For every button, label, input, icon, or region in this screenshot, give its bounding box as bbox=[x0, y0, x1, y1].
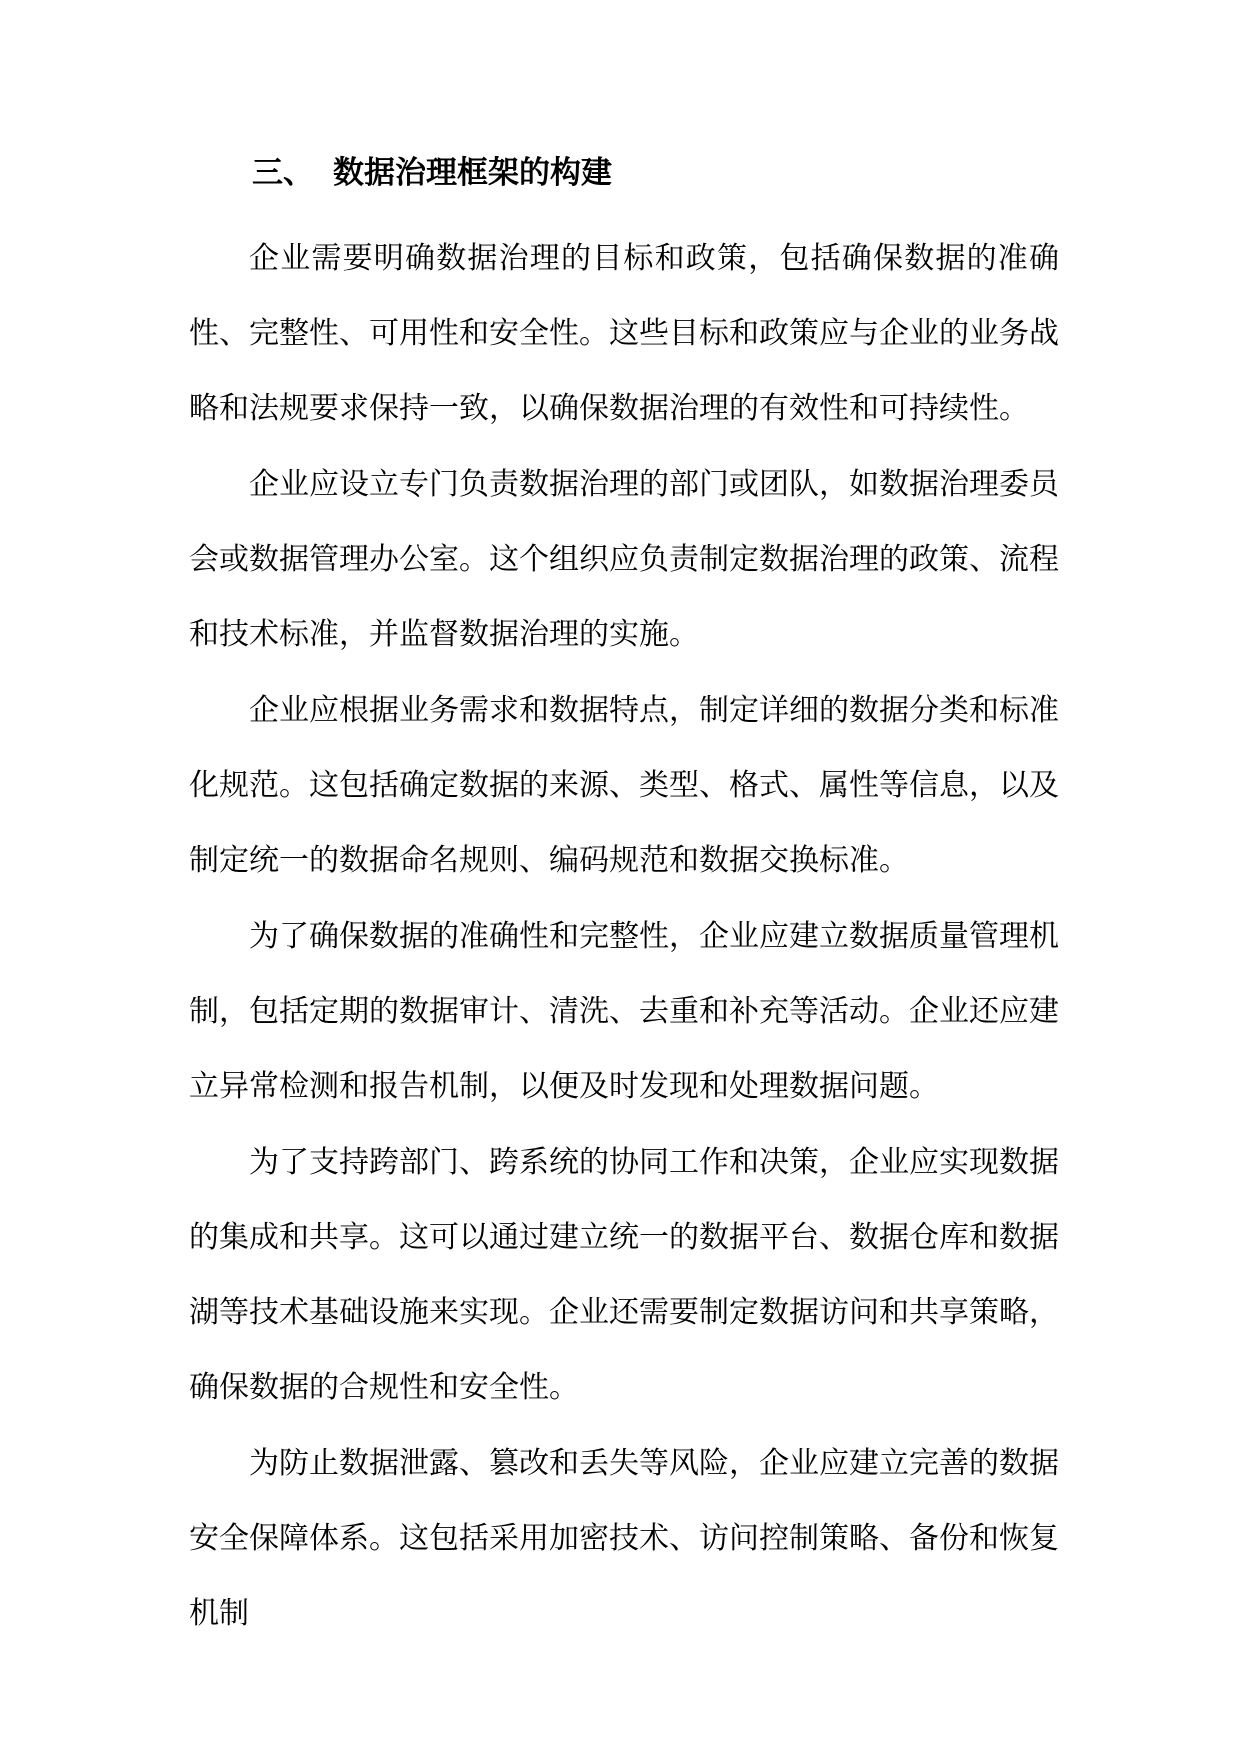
body-paragraph: 企业应根据业务需求和数据特点，制定详细的数据分类和标准化规范。这包括确定数据的来源、类型、格式、属性等信息，以及制定统一的数据命名规则、编码规范和数据交换标准。 bbox=[189, 693, 1059, 878]
section-heading bbox=[252, 153, 612, 193]
body-paragraph: 为了支持跨部门、跨系统的协同工作和决策，企业应实现数据的集成和共享。这可以通过建立统一的数据平台、数据仓库和数据湖等技术基础设施来实现。企业还需要制定数据访问和共享策略，确保数据的合规性和安全性。 bbox=[189, 1145, 1059, 1405]
body-paragraph: 为了确保数据的准确性和完整性，企业应建立数据质量管理机制，包括定期的数据审计、清洗、去重和补充等活动。企业还应建立异常检测和报告机制，以便及时发现和处理数据问题。 bbox=[189, 919, 1059, 1104]
body-paragraph: 企业需要明确数据治理的目标和政策，包括确保数据的准确性、完整性、可用性和安全性。这些目标和政策应与企业的业务战略和法规要求保持一致，以确保数据治理的有效性和可持续性。 bbox=[189, 241, 1059, 426]
section-title: 数据治理框架的构建 bbox=[333, 155, 612, 191]
body-paragraph: 为防止数据泄露、篡改和丢失等风险，企业应建立完善的数据安全保障体系。这包括采用加密技术、访问控制策略、备份和恢复机制 bbox=[189, 1446, 1059, 1631]
body-paragraph: 企业应设立专门负责数据治理的部门或团队，如数据治理委员会或数据管理办公室。这个组织应负责制定数据治理的政策、流程和技术标准，并监督数据治理的实施。 bbox=[189, 467, 1059, 652]
section-number: 三、 bbox=[252, 155, 314, 191]
